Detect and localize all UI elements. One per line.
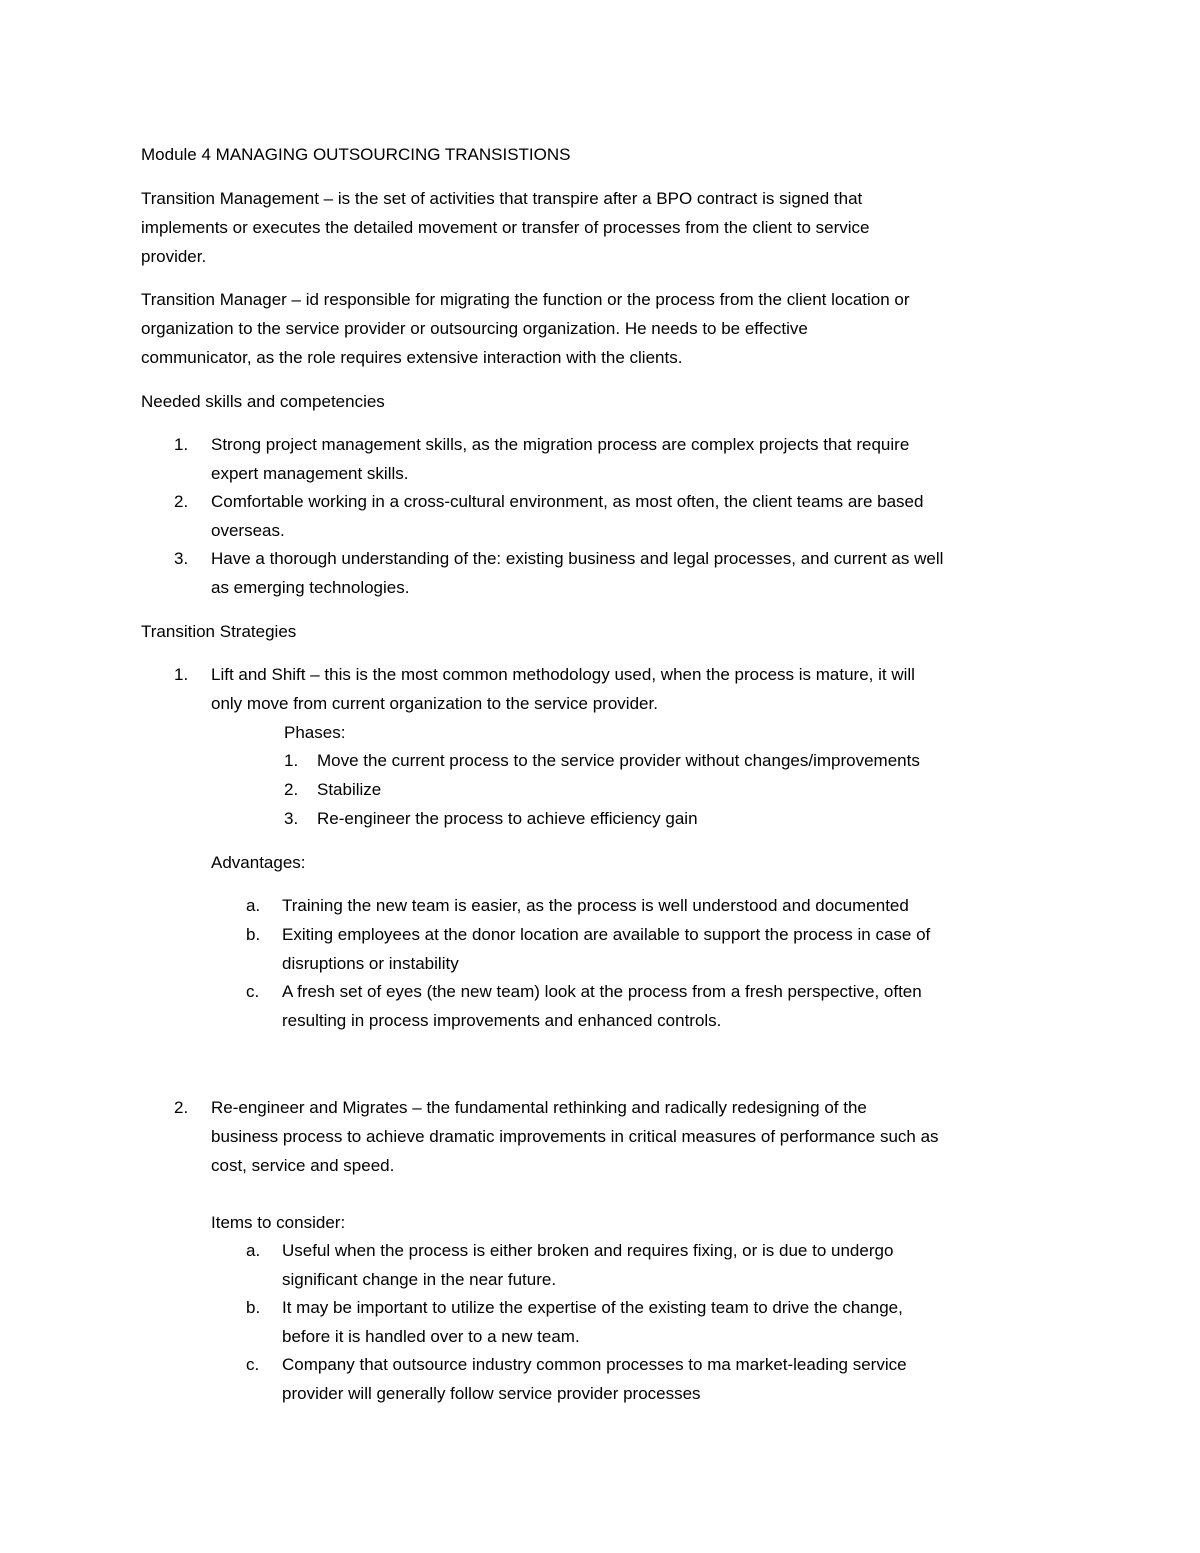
skill-item-line: Have a thorough understanding of the: existing business and legal processes, and current as well <box>211 549 944 568</box>
consider-item-line: Company that outsource industry common processes to ma market-leading service <box>282 1355 907 1374</box>
consider-item-line: significant change in the near future. <box>282 1270 557 1289</box>
tm-definition-line: Transition Management – is the set of activities that transpire after a BPO contract is signed that <box>141 189 863 208</box>
skill-item-line: Comfortable working in a cross-cultural environment, as most often, the client teams are based <box>211 492 924 511</box>
skills-heading: Needed skills and competencies <box>141 392 385 411</box>
advantage-item-line: Exiting employees at the donor location are available to support the process in case of <box>282 925 931 944</box>
list-letter: c. <box>246 1355 260 1374</box>
list-letter: b. <box>246 925 261 944</box>
manager-definition-line: Transition Manager – id responsible for migrating the function or the process from the client location or <box>141 290 910 309</box>
advantage-item-line: resulting in process improvements and enhanced controls. <box>282 1011 722 1030</box>
advantage-item-line: A fresh set of eyes (the new team) look at the process from a fresh perspective, often <box>282 982 922 1001</box>
list-number: 1. <box>174 665 189 684</box>
manager-definition-line: communicator, as the role requires extensive interaction with the clients. <box>141 348 683 367</box>
list-number: 2. <box>284 780 299 799</box>
phase-item: Re-engineer the process to achieve efficiency gain <box>317 809 698 828</box>
tm-definition-line: implements or executes the detailed movement or transfer of processes from the client to service <box>141 218 870 237</box>
list-letter: a. <box>246 1241 261 1260</box>
list-number: 1. <box>284 751 299 770</box>
phase-item: Stabilize <box>317 780 382 799</box>
consider-item-line: provider will generally follow service provider processes <box>282 1384 701 1403</box>
phase-item: Move the current process to the service provider without changes/improvements <box>317 751 920 770</box>
skill-item-line: as emerging technologies. <box>211 578 410 597</box>
skill-item-line: overseas. <box>211 521 285 540</box>
consider-item-line: It may be important to utilize the expertise of the existing team to drive the change, <box>282 1298 903 1317</box>
skill-item-line: Strong project management skills, as the migration process are complex projects that require <box>211 435 910 454</box>
consider-item-line: before it is handled over to a new team. <box>282 1327 580 1346</box>
strategy-line: Re-engineer and Migrates – the fundamental rethinking and radically redesigning of the <box>211 1098 867 1117</box>
strategy-line: only move from current organization to the service provider. <box>211 694 658 713</box>
skill-item-line: expert management skills. <box>211 464 409 483</box>
tm-definition-line: provider. <box>141 247 207 266</box>
list-number: 2. <box>174 492 189 511</box>
phases-label: Phases: <box>284 723 346 742</box>
advantages-label: Advantages: <box>211 853 306 872</box>
list-number: 2. <box>174 1098 189 1117</box>
list-letter: a. <box>246 896 261 915</box>
manager-definition-line: organization to the service provider or outsourcing organization. He needs to be effective <box>141 319 808 338</box>
consider-item-line: Useful when the process is either broken and requires fixing, or is due to undergo <box>282 1241 894 1260</box>
list-number: 1. <box>174 435 189 454</box>
list-letter: c. <box>246 982 260 1001</box>
advantage-item-line: Training the new team is easier, as the process is well understood and documented <box>282 896 909 915</box>
list-letter: b. <box>246 1298 261 1317</box>
strategy-line: Lift and Shift – this is the most common methodology used, when the process is mature, it will <box>211 665 915 684</box>
list-number: 3. <box>284 809 299 828</box>
strategy-line: business process to achieve dramatic improvements in critical measures of performance such as <box>211 1127 939 1146</box>
document-title: Module 4 MANAGING OUTSOURCING TRANSISTIONS <box>141 145 571 164</box>
advantage-item-line: disruptions or instability <box>282 954 459 973</box>
strategy-line: cost, service and speed. <box>211 1156 395 1175</box>
list-number: 3. <box>174 549 189 568</box>
strategies-heading: Transition Strategies <box>141 622 297 641</box>
items-label: Items to consider: <box>211 1213 346 1232</box>
